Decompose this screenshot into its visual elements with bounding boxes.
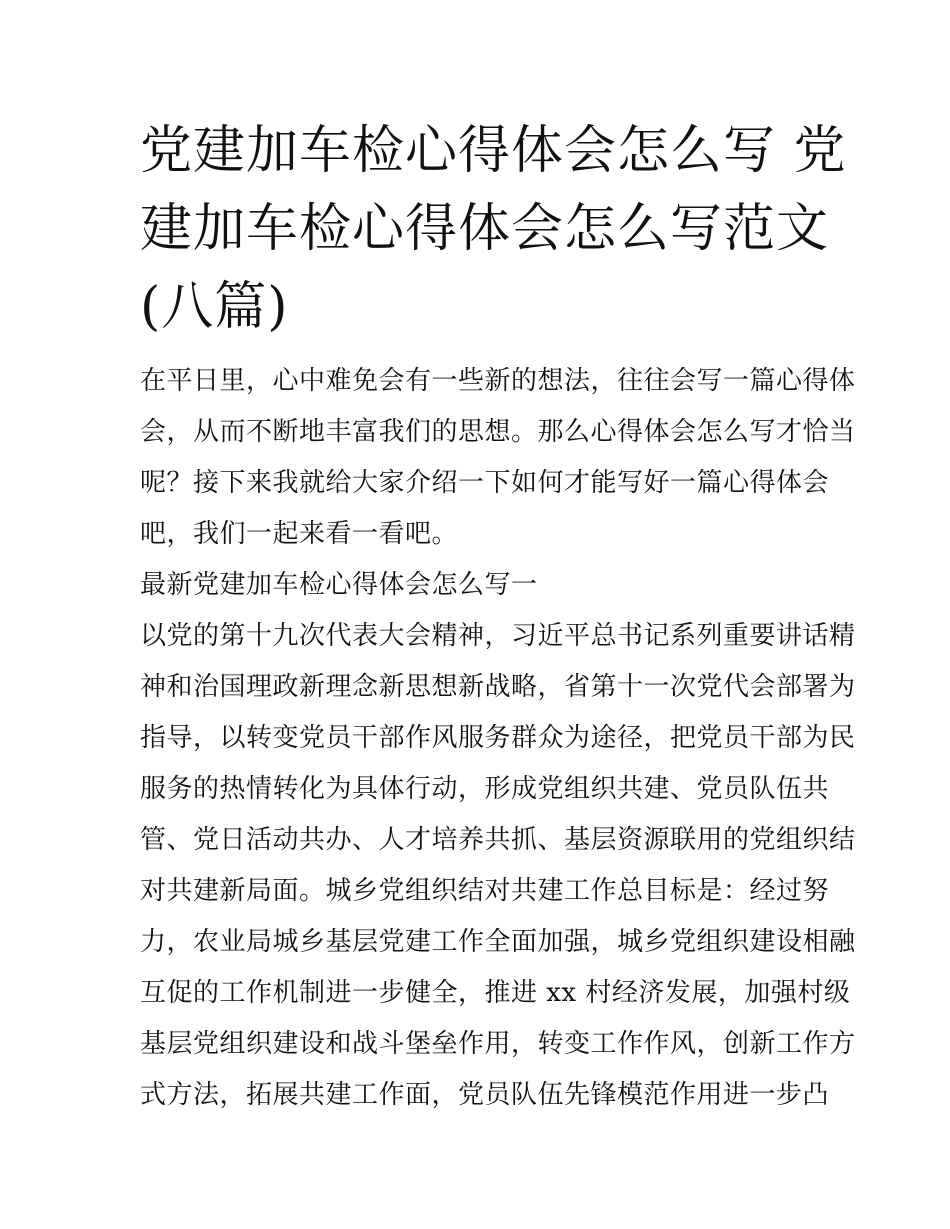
paragraph-line: 以党的第十九次代表大会精神，习近平总书记系列重要讲话精	[140, 621, 856, 651]
title-line: 建加车检心得体会怎么写范文	[140, 199, 830, 259]
intro-line: 会，从而不断地丰富我们的思想。那么心得体会怎么写才恰当	[140, 417, 856, 447]
paragraph-line: 互促的工作机制进一步健全，推进 xx 村经济发展，加强村级	[140, 978, 851, 1008]
title-line: (八篇)	[140, 277, 289, 337]
paragraph-line: 服务的热情转化为具体行动，形成党组织共建、党员队伍共	[140, 774, 830, 804]
document-body	[140, 356, 856, 1121]
paragraph-line: 基层党组织建设和战斗堡垒作用，转变工作作风，创新工作方	[140, 1029, 856, 1059]
intro-line: 在平日里，心中难免会有一些新的想法，往往会写一篇心得体	[140, 366, 856, 396]
paragraph-line: 对共建新局面。城乡党组织结对共建工作总目标是：经过努	[140, 876, 830, 906]
intro-line: 吧，我们一起来看一看吧。	[140, 519, 459, 549]
section-heading: 最新党建加车检心得体会怎么写一	[140, 570, 538, 600]
paragraph-line: 指导，以转变党员干部作风服务群众为途径，把党员干部为民	[140, 723, 856, 753]
intro-line: 呢？接下来我就给大家介绍一下如何才能写好一篇心得体会	[140, 468, 830, 498]
paragraph-line: 式方法，拓展共建工作面，党员队伍先锋模范作用进一步凸	[140, 1080, 830, 1110]
document-title	[140, 112, 847, 346]
paragraph-line: 力，农业局城乡基层党建工作全面加强，城乡党组织建设相融	[140, 927, 856, 957]
paragraph-line: 神和治国理政新理念新思想新战略，省第十一次党代会部署为	[140, 672, 856, 702]
title-line: 党建加车检心得体会怎么写 党	[140, 121, 847, 181]
paragraph-line: 管、党日活动共办、人才培养共抓、基层资源联用的党组织结	[140, 825, 856, 855]
